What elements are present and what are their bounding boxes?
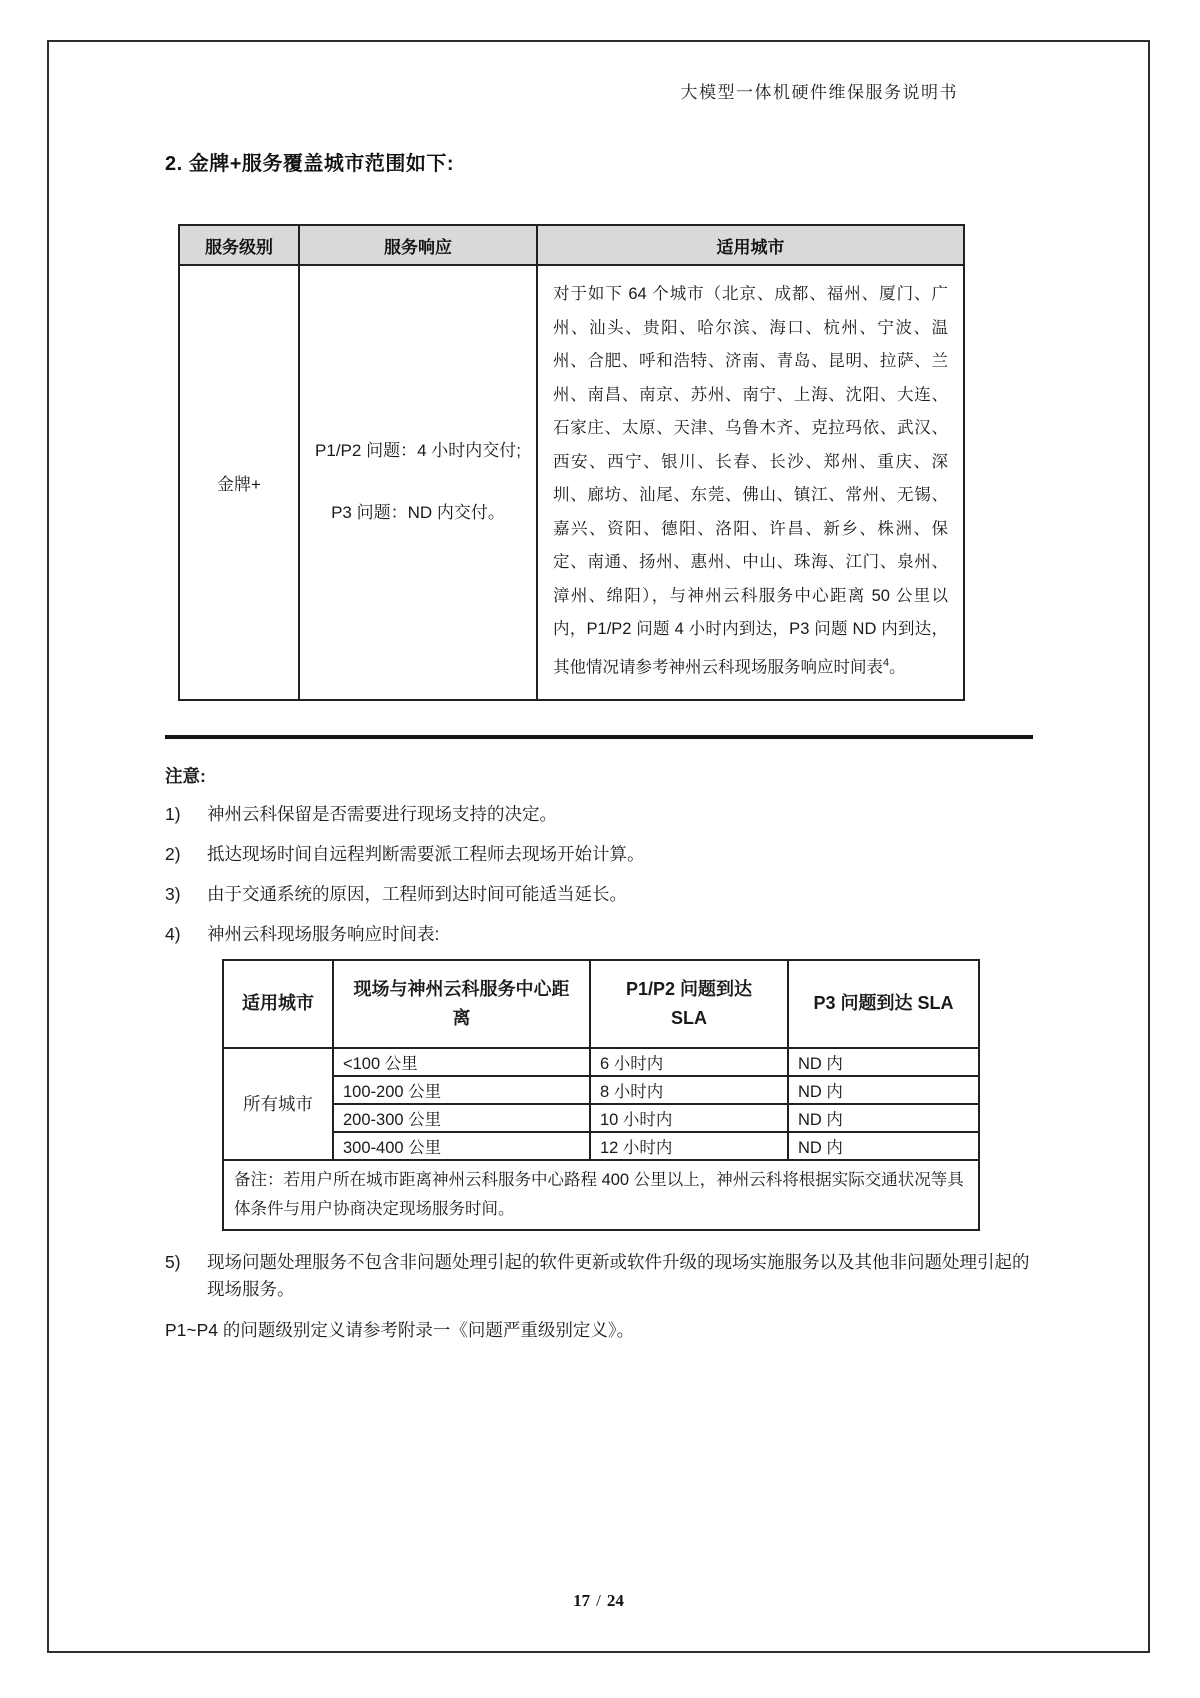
all-cities-cell: 所有城市 xyxy=(223,1048,333,1160)
distance-cell: <100 公里 xyxy=(333,1048,590,1076)
document-header-title: 大模型一体机硬件维保服务说明书 xyxy=(680,83,958,102)
page-number-separator: / xyxy=(596,1591,601,1610)
header-cell-p1p2-sla: P1/P2 问题到达 SLA xyxy=(590,960,788,1048)
table-row xyxy=(179,265,964,700)
page-number-current: 17 xyxy=(573,1591,591,1610)
header-cell-service-response: 服务响应 xyxy=(299,225,537,265)
table-header-row xyxy=(179,225,964,265)
note-number: 5) xyxy=(165,1251,181,1272)
p1p2-sla-cell: 10 小时内 xyxy=(590,1104,788,1132)
note-item-4 xyxy=(165,921,1037,948)
applicable-cities-cell xyxy=(537,265,964,700)
service-coverage-table xyxy=(178,224,965,701)
note-number: 1) xyxy=(165,803,181,824)
p3-sla-cell: ND 内 xyxy=(788,1104,979,1132)
header-cell-applicable-cities: 适用城市 xyxy=(537,225,964,265)
note-number: 2) xyxy=(165,843,181,864)
section-heading: 2. 金牌+服务覆盖城市范围如下: xyxy=(165,153,455,175)
page-number-total: 24 xyxy=(606,1591,624,1610)
cities-text: 对于如下 64 个城市（北京、成都、福州、厦门、广州、汕头、贵阳、哈尔滨、海口、杭州、宁波、温州、合肥、呼和浩特、济南、青岛、昆明、拉萨、兰州、南昌、南京、苏州、南宁、上海、沈阳、大连、石家庄、太原、天津、乌鲁木齐、克拉玛依、武汉、西安、西宁、银川、长春、长沙、郑州、重庆、深圳、廊坊、汕尾、东莞、佛山、镇江、常州、无锡、嘉兴、资阳、德阳、洛阳、许昌、新乡、株洲、保定、南通、扬州、惠州、中山、珠海、江门、泉州、漳州、绵阳），与神州云科服务中心距离 50 公里以内，P1/P2 问题 4 小时内到达，P3 问题 ND 内到达，其他情况请参考神州云科现场服务响应时间表 xyxy=(553,285,948,676)
cities-text-period: 。 xyxy=(889,658,906,676)
p1p2-sla-cell: 8 小时内 xyxy=(590,1076,788,1104)
notice-label: 注意: xyxy=(165,765,206,786)
note-text: 神州云科保留是否需要进行现场支持的决定。 xyxy=(207,803,557,824)
service-level-cell: 金牌+ xyxy=(179,265,299,700)
service-coverage-table-header xyxy=(179,225,964,265)
note-number: 4) xyxy=(165,923,181,944)
note-text: 抵达现场时间自远程判断需要派工程师去现场开始计算。 xyxy=(207,843,645,864)
note-item-3 xyxy=(165,881,1037,908)
table-row xyxy=(223,1104,979,1132)
header-cell-distance: 现场与神州云科服务中心距离 xyxy=(333,960,590,1048)
response-time-table-body xyxy=(223,1048,979,1230)
header-cell-applicable-city: 适用城市 xyxy=(223,960,333,1048)
note-text: 现场问题处理服务不包含非问题处理引起的软件更新或软件升级的现场实施服务以及其他非问题处理引起的现场服务。 xyxy=(207,1251,1030,1299)
section-divider-rule xyxy=(165,735,1033,739)
header-cell-service-level: 服务级别 xyxy=(179,225,299,265)
response-time-table xyxy=(222,959,980,1231)
p3-sla-cell: ND 内 xyxy=(788,1076,979,1104)
distance-cell: 200-300 公里 xyxy=(333,1104,590,1132)
distance-cell: 300-400 公里 xyxy=(333,1132,590,1160)
table-row xyxy=(223,1160,979,1230)
response-line-p3: P3 问题：ND 内交付。 xyxy=(331,503,505,523)
document-page xyxy=(47,40,1150,1653)
note-text: 神州云科现场服务响应时间表: xyxy=(207,923,440,944)
p3-sla-cell: ND 内 xyxy=(788,1048,979,1076)
service-coverage-table-body xyxy=(179,265,964,700)
distance-cell: 100-200 公里 xyxy=(333,1076,590,1104)
page-footer xyxy=(49,1591,1148,1611)
remark-cell: 备注：若用户所在城市距离神州云科服务中心路程 400 公里以上，神州云科将根据实际交通状况等具体条件与用户协商决定现场服务时间。 xyxy=(223,1160,979,1230)
note-item-2 xyxy=(165,841,1037,868)
service-response-cell xyxy=(299,265,537,700)
footnote-reference-4: 4 xyxy=(883,656,890,669)
p3-sla-cell: ND 内 xyxy=(788,1132,979,1160)
response-time-table-header xyxy=(223,960,979,1048)
p1p2-sla-cell: 6 小时内 xyxy=(590,1048,788,1076)
note-item-1 xyxy=(165,801,1037,828)
response-line-p1p2: P1/P2 问题：4 小时内交付; xyxy=(315,441,521,461)
note-item-5 xyxy=(165,1249,1037,1303)
table-header-row xyxy=(223,960,979,1048)
table-row xyxy=(223,1132,979,1160)
p1p2-sla-cell: 12 小时内 xyxy=(590,1132,788,1160)
table-row xyxy=(223,1048,979,1076)
table-row xyxy=(223,1076,979,1104)
note-text: 由于交通系统的原因，工程师到达时间可能适当延长。 xyxy=(207,883,627,904)
note-number: 3) xyxy=(165,883,181,904)
header-cell-p3-sla: P3 问题到达 SLA xyxy=(788,960,979,1048)
severity-definition-footnote: P1~P4 的问题级别定义请参考附录一《问题严重级别定义》。 xyxy=(165,1319,635,1340)
